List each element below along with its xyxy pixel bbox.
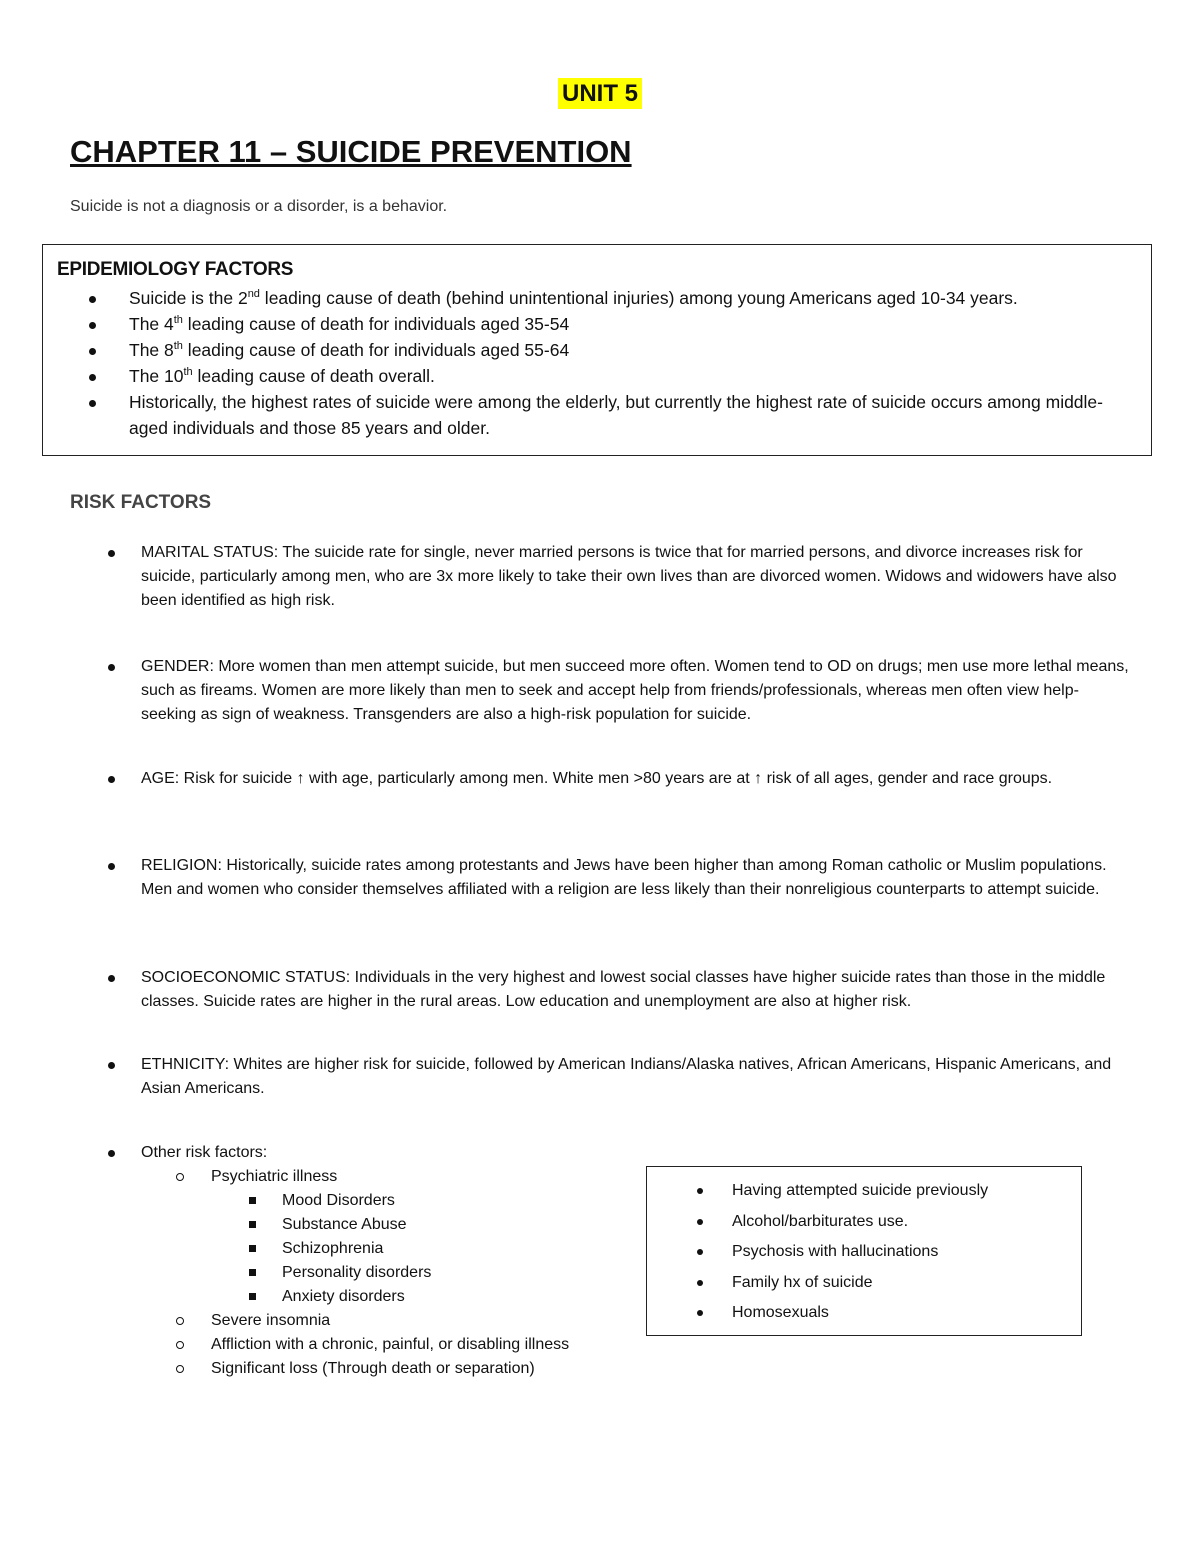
risk-item-ethnicity: ETHNICITY: Whites are higher risk for suicide, followed by American Indians/Alaska natives, African Americans, Hispanic Americans, and Asian Americans.: [108, 1053, 1133, 1101]
psychiatric-item: Schizophrenia: [282, 1240, 384, 1257]
square-bullet-icon: [249, 1221, 256, 1228]
bullet-icon: [697, 1249, 703, 1255]
bullet-icon: [108, 863, 115, 870]
psychiatric-item: Substance Abuse: [282, 1216, 407, 1233]
risk-item-other: Other risk factors:: [108, 1141, 1133, 1165]
bullet-icon: [697, 1310, 703, 1316]
epidemiology-item: The 10th leading cause of death overall.: [89, 363, 1131, 389]
psychiatric-illness: Psychiatric illness: [211, 1168, 338, 1185]
other-factor-item: Affliction with a chronic, painful, or disabling illness: [211, 1336, 570, 1353]
additional-risk-item: Alcohol/barbiturates use.: [697, 1210, 988, 1241]
square-bullet-icon: [249, 1245, 256, 1252]
additional-risk-list: [697, 1179, 988, 1332]
bullet-icon: [108, 664, 115, 671]
square-bullet-icon: [249, 1197, 256, 1204]
risk-item-religion: RELIGION: Historically, suicide rates among protestants and Jews have been higher than among Roman catholic or Muslim populations. Men and women who consider themselves affiliated with a religion are less likely than their nonreligious counterparts to attempt suicide.: [108, 854, 1133, 902]
circle-bullet-icon: [176, 1365, 184, 1373]
psychiatric-item: Personality disorders: [282, 1264, 432, 1281]
bullet-icon: [697, 1219, 703, 1225]
additional-risk-box: [646, 1166, 1082, 1336]
additional-risk-item: Having attempted suicide previously: [697, 1179, 988, 1210]
bullet-icon: [108, 1150, 115, 1157]
risk-item-age: AGE: Risk for suicide ↑ with age, particularly among men. White men >80 years are at ↑ risk of all ages, gender and race groups.: [108, 767, 1133, 791]
epidemiology-item: The 4th leading cause of death for individuals aged 35-54: [89, 311, 1131, 337]
circle-bullet-icon: [176, 1317, 184, 1325]
psychiatric-item: Anxiety disorders: [282, 1288, 405, 1305]
bullet-icon: [697, 1188, 703, 1194]
bullet-icon: [89, 348, 96, 355]
intro-text: Suicide is not a diagnosis or a disorder, is a behavior.: [70, 198, 448, 215]
bullet-icon: [89, 322, 96, 329]
bullet-icon: [108, 776, 115, 783]
circle-bullet-icon: [176, 1341, 184, 1349]
epidemiology-item: The 8th leading cause of death for individuals aged 55-64: [89, 337, 1131, 363]
chapter-title: CHAPTER 11 – SUICIDE PREVENTION: [70, 134, 632, 169]
risk-item-gender: GENDER: More women than men attempt suicide, but men succeed more often. Women tend to OD on drugs; men use more lethal means, such as fireams. Women are more likely than men to seek and accept help from friends/professionals, whereas men often view help-seeking as sign of weakness. Transgenders are also a high-risk population for suicide.: [108, 655, 1133, 727]
psychiatric-item: Mood Disorders: [282, 1192, 395, 1209]
bullet-icon: [108, 1062, 115, 1069]
risk-item-marital: MARITAL STATUS: The suicide rate for single, never married persons is twice that for married persons, and divorce increases risk for suicide, particularly among men, who are 3x more likely to take their own lives than are divorced women. Widows and widowers have also been identified as high risk.: [108, 541, 1133, 613]
risk-item-socioeconomic: SOCIOECONOMIC STATUS: Individuals in the very highest and lowest social classes have higher suicide rates than those in the middle classes. Suicide rates are higher in the rural areas. Low education and unemployment are also at higher risk.: [108, 966, 1133, 1014]
bullet-icon: [108, 975, 115, 982]
bullet-icon: [89, 374, 96, 381]
bullet-icon: [89, 400, 96, 407]
epidemiology-item: Historically, the highest rates of suicide were among the elderly, but currently the highest rate of suicide occurs among middle-aged individuals and those 85 years and older.: [89, 389, 1131, 441]
epidemiology-heading: EPIDEMIOLOGY FACTORS: [57, 259, 294, 280]
epidemiology-item: Suicide is the 2nd leading cause of death (behind unintentional injuries) among young Americans aged 10-34 years.: [89, 285, 1131, 311]
bullet-icon: [89, 296, 96, 303]
epidemiology-list: [89, 285, 1131, 441]
square-bullet-icon: [249, 1293, 256, 1300]
other-factor-item: Severe insomnia: [211, 1312, 331, 1329]
additional-risk-item: Homosexuals: [697, 1301, 988, 1332]
other-factor-item: Significant loss (Through death or separation): [211, 1360, 535, 1377]
bullet-icon: [697, 1280, 703, 1286]
additional-risk-item: Family hx of suicide: [697, 1271, 988, 1302]
additional-risk-item: Psychosis with hallucinations: [697, 1240, 988, 1271]
unit-label: UNIT 5: [0, 80, 1200, 108]
risk-factors-heading: RISK FACTORS: [70, 492, 212, 513]
bullet-icon: [108, 550, 115, 557]
circle-bullet-icon: [176, 1173, 184, 1181]
epidemiology-box: [42, 244, 1152, 456]
square-bullet-icon: [249, 1269, 256, 1276]
